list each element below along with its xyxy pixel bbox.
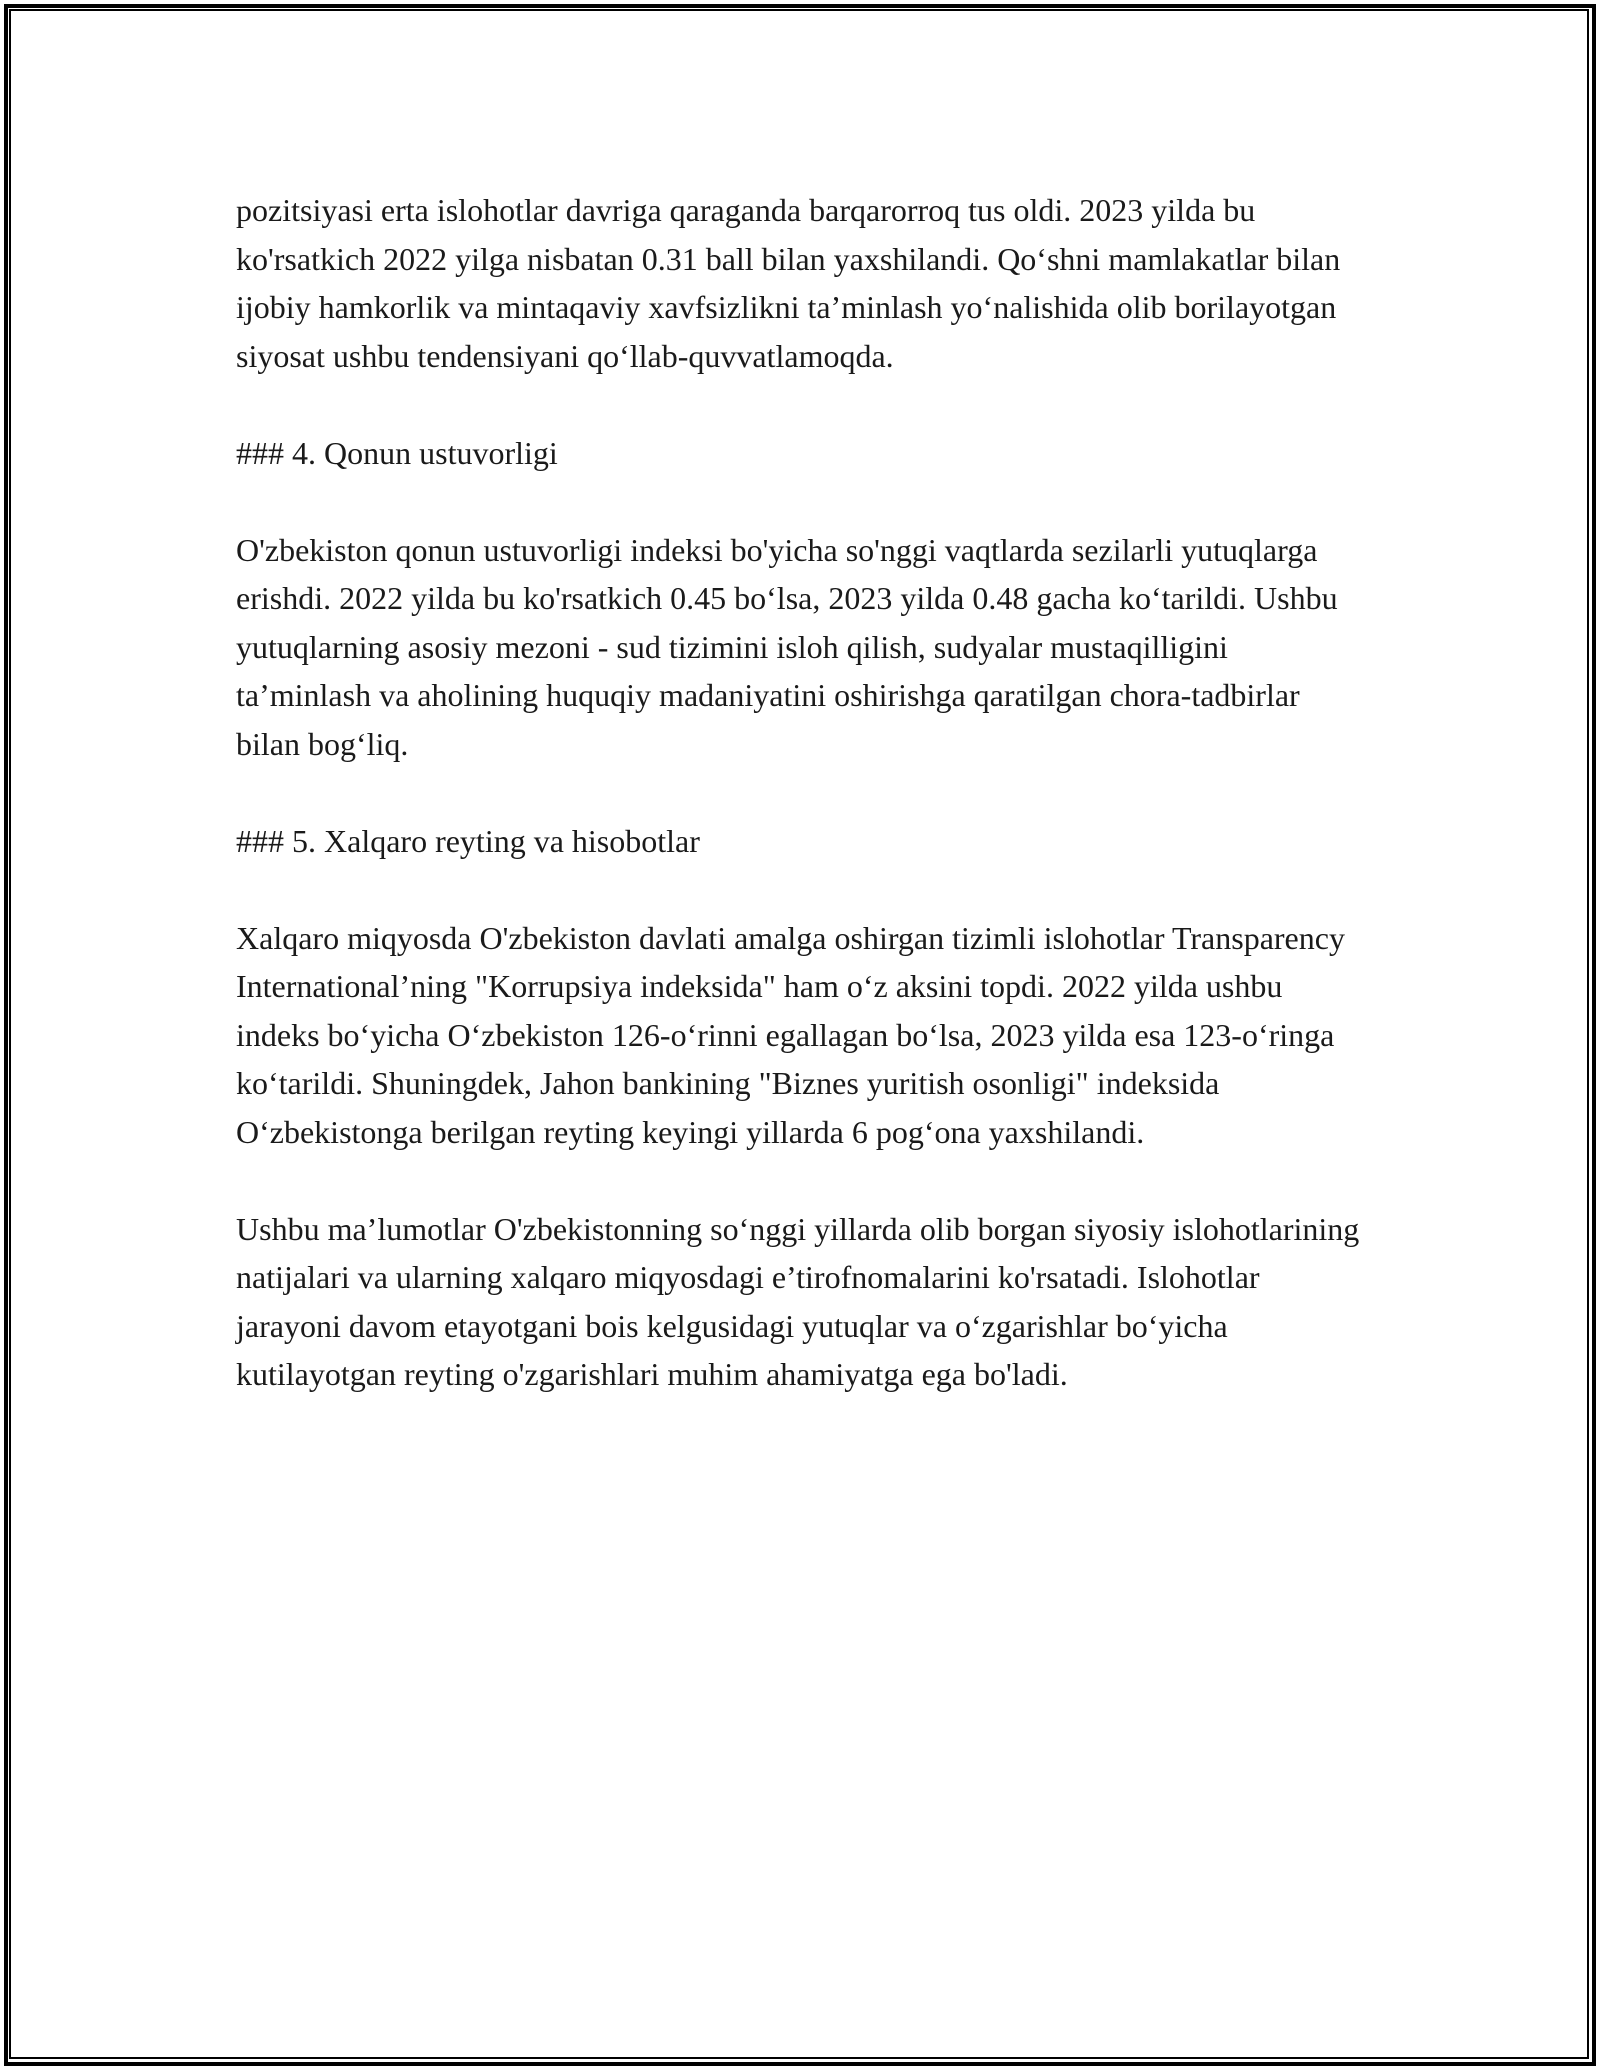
paragraph-stability: pozitsiyasi erta islohotlar davriga qaraganda barqarorroq tus oldi. 2023 yilda bu ko'rsatkich 2022 yilga nisbatan 0.31 ball bilan yaxshilandi. Qo‘shni mamlakatlar bilan ijobiy hamkorlik va mintaqaviy xavfsizlikni ta’minlash yo‘nalishida olib borilayotgan siyosat ushbu tendensiyani qo‘llab-quvvatlamoqda. — [236, 192, 1341, 374]
heading-international-ratings: ### 5. Xalqaro reyting va hisobotlar — [236, 822, 700, 859]
heading-rule-of-law: ### 4. Qonun ustuvorligi — [236, 434, 558, 471]
paragraph-international-ratings: Xalqaro miqyosda O'zbekiston davlati amalga oshirgan tizimli islohotlar Transparency International’ning "Korrupsiya indeksida" ham o‘z aksini topdi. 2022 yilda ushbu indeks bo‘yicha O‘zbekiston 126-o‘rinni egallagan bo‘lsa, 2023 yilda esa 123-o‘ringa ko‘tarildi. Shuningdek, Jahon bankining "Biznes yuritish osonligi" indeksida O‘zbekistonga berilgan reyting keyingi yillarda 6 pog‘ona yaxshilandi. — [236, 919, 1345, 1150]
document-body — [236, 186, 1366, 1399]
paragraph-conclusion: Ushbu ma’lumotlar O'zbekistonning so‘nggi yillarda olib borgan siyosiy islohotlarining natijalari va ularning xalqaro miqyosdagi e’tirofnomalarini ko'rsatadi. Islohotlar jarayoni davom etayotgani bois kelgusidagi yutuqlar va o‘zgarishlar bo‘yicha kutilayotgan reyting o'zgarishlari muhim ahamiyatga ega bo'ladi. — [236, 1210, 1360, 1392]
paragraph-rule-of-law: O'zbekiston qonun ustuvorligi indeksi bo'yicha so'nggi vaqtlarda sezilarli yutuqlarga erishdi. 2022 yilda bu ko'rsatkich 0.45 bo‘lsa, 2023 yilda 0.48 gacha ko‘tarildi. Ushbu yutuqlarning asosiy mezoni - sud tizimini isloh qilish, sudyalar mustaqilligini ta’minlash va aholining huquqiy madaniyatini oshirishga qaratilgan chora-tadbirlar bilan bog‘liq. — [236, 531, 1338, 762]
